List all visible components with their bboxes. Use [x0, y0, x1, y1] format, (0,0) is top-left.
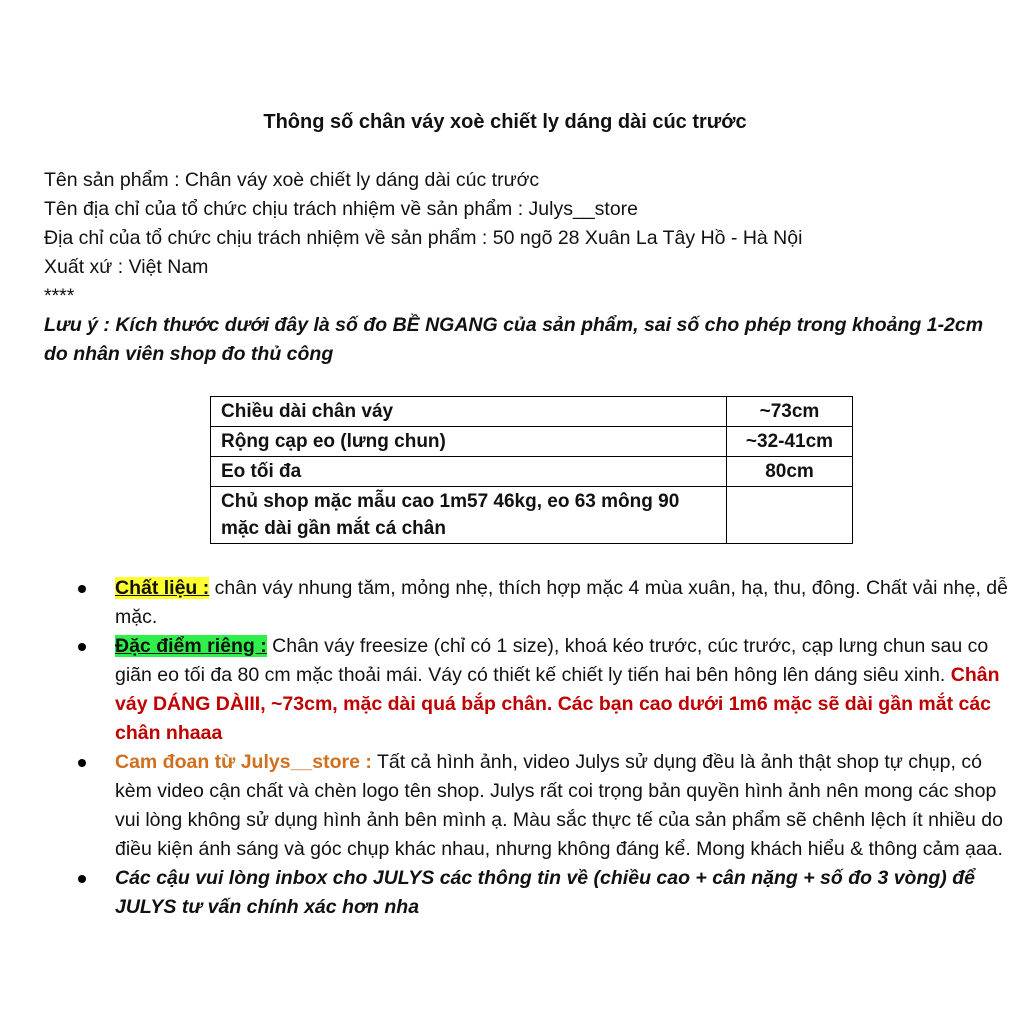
product-name-line: Tên sản phẩm : Chân váy xoè chiết ly dáng dài cúc trước	[44, 169, 540, 191]
product-info	[44, 166, 984, 369]
bullet-icon	[78, 759, 86, 767]
spec-value: 80cm	[727, 457, 853, 487]
feature-warning: Chân váy DÁNG DÀIII, ~73cm, mặc dài quá bắp chân. Các bạn cao dưới 1m6 mặc sẽ dài gần mắt các chân nhaaa	[115, 664, 1000, 744]
list-item-inbox	[115, 864, 1020, 922]
material-text: chân váy nhung tăm, mỏng nhẹ, thích hợp mặc 4 mùa xuân, hạ, thu, đông. Chất vải nhẹ, dễ mặc.	[115, 577, 1008, 628]
spec-label: Chủ shop mặc mẫu cao 1m57 46kg, eo 63 mông 90 mặc dài gần mắt cá chân	[211, 487, 727, 544]
bullet-icon	[78, 875, 86, 883]
page-title: Thông số chân váy xoè chiết ly dáng dài cúc trước	[263, 111, 747, 133]
spec-value	[727, 487, 853, 544]
separator-line: ****	[44, 285, 75, 307]
size-spec-table	[210, 396, 853, 544]
commitment-text: Tất cả hình ảnh, video Julys sử dụng đều là ảnh thật shop tự chụp, có kèm video cận chất và chèn logo tên shop. Julys rất coi trọng bản quyền hình ảnh nên mong các shop vui lòng không sử dụng hình ảnh bên mình ạ. Màu sắc thực tế của sản phẩm sẽ chênh lệch ít nhiều do điều kiện ánh sáng và góc chụp khác nhau, nhưng không đáng kể. Mong khách hiểu & thông cảm ạaa.	[115, 751, 1003, 860]
material-label: Chất liệu :	[115, 577, 210, 599]
table-row	[211, 397, 853, 427]
feature-label: Đặc điểm riêng :	[115, 635, 267, 657]
details-list	[70, 574, 1020, 922]
table-row	[211, 487, 853, 544]
table-row	[211, 427, 853, 457]
spec-value: ~73cm	[727, 397, 853, 427]
bullet-icon	[78, 643, 86, 651]
spec-label: Eo tối đa	[211, 457, 727, 487]
origin-line: Xuất xứ : Việt Nam	[44, 256, 209, 278]
spec-value: ~32-41cm	[727, 427, 853, 457]
table-row	[211, 457, 853, 487]
list-item-commitment	[115, 748, 1020, 864]
list-item-feature	[115, 632, 1020, 748]
spec-label: Chiều dài chân váy	[211, 397, 727, 427]
list-item-material	[115, 574, 1020, 632]
feature-text: Chân váy freesize (chỉ có 1 size), khoá kéo trước, cúc trước, cạp lưng chun sau co giãn eo tối đa 80 cm mặc thoải mái. Váy có thiết kế chiết ly tiến hai bên hông lên dáng siêu xinh.	[115, 635, 989, 686]
spec-label: Rộng cạp eo (lưng chun)	[211, 427, 727, 457]
inbox-text: Các cậu vui lòng inbox cho JULYS các thông tin về (chiều cao + cân nặng + số đo 3 vòng) để JULYS tư vấn chính xác hơn nha	[115, 867, 975, 918]
bullet-icon	[78, 585, 86, 593]
org-address-line: Địa chỉ của tổ chức chịu trách nhiệm về sản phẩm : 50 ngõ 28 Xuân La Tây Hồ - Hà Nội	[44, 227, 803, 249]
measurement-note: Lưu ý : Kích thước dưới đây là số đo BỀ NGANG của sản phẩm, sai số cho phép trong khoảng 1-2cm do nhân viên shop đo thủ công	[44, 314, 984, 365]
commitment-label: Cam đoan từ Julys__store :	[115, 751, 372, 773]
org-name-line: Tên địa chỉ của tổ chức chịu trách nhiệm về sản phẩm : Julys__store	[44, 198, 639, 220]
